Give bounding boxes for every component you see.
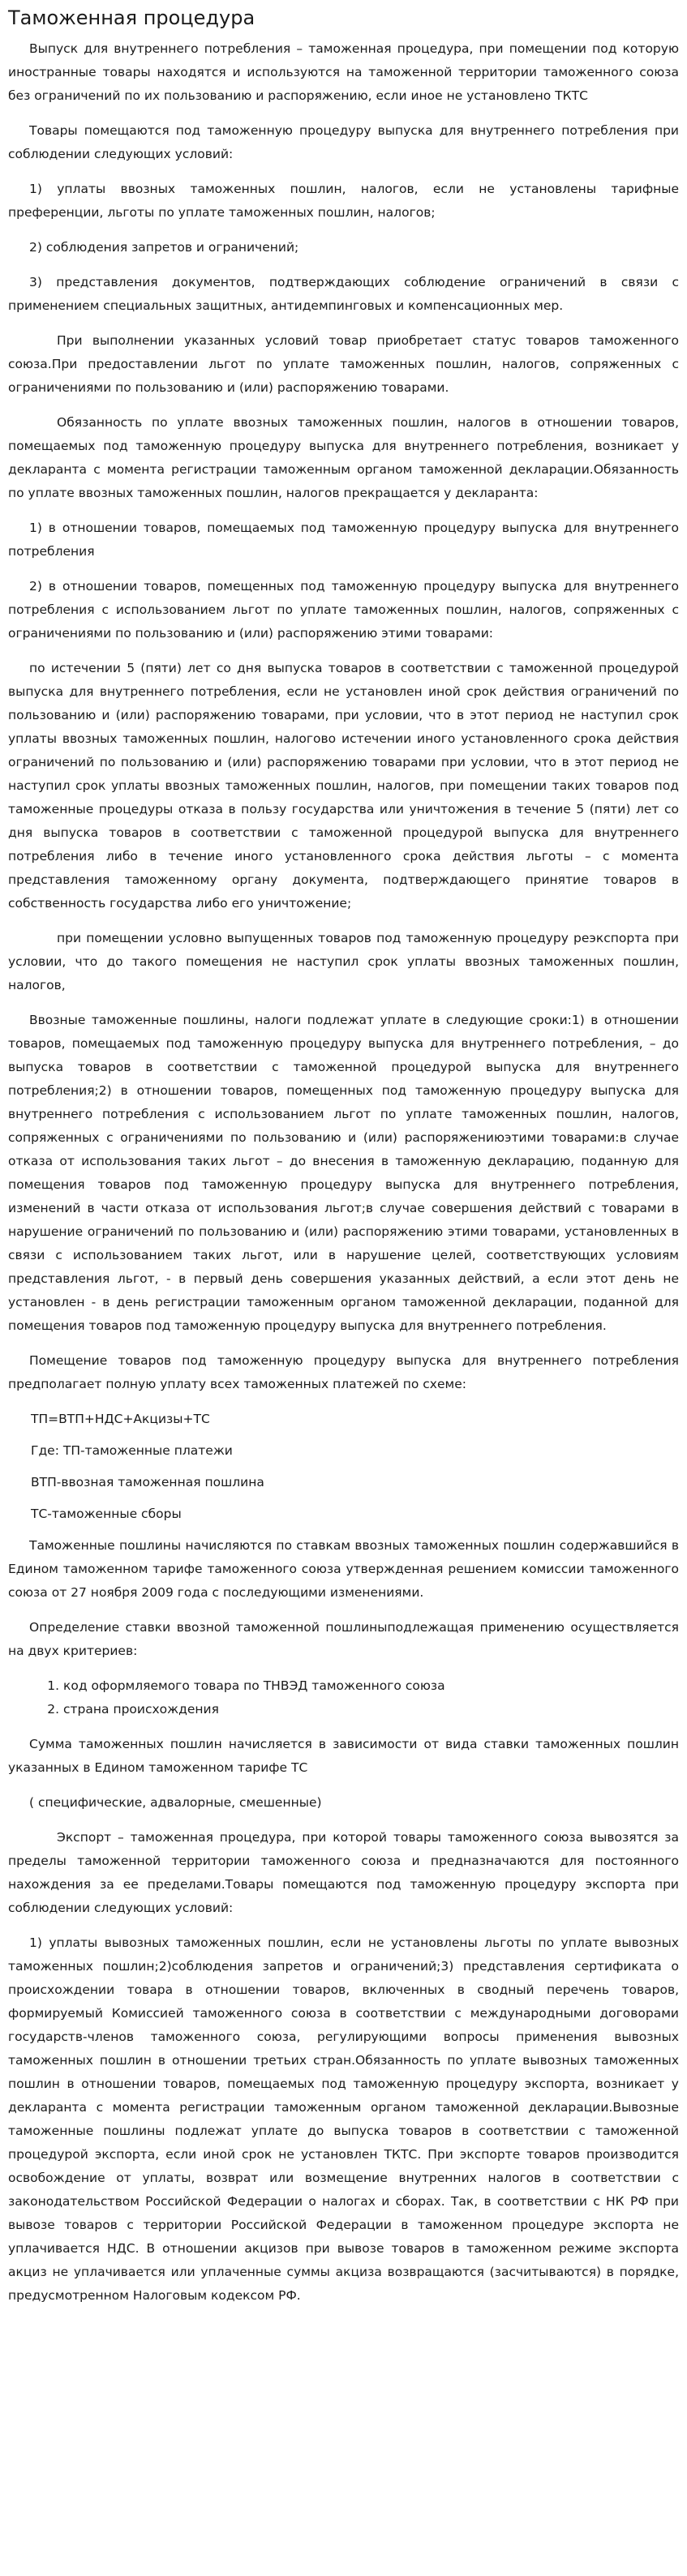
paragraph-obligation: Обязанность по уплате ввозных таможенных пошлин, налогов в отношении товаров, помещаемых под таможенную процедуру выпуска для внутреннего потребления, возникает у декларанта с момента регистрации таможенным органом таможенной декларации.Обязанность по уплате ввозных таможенных пошлин, налогов прекращается у декларанта:	[8, 415, 679, 500]
paragraph-criteria-lead: Определение ставки ввозной таможенной пошлиныподлежащая применению осуществляется на двух критериев:	[8, 1620, 679, 1658]
paragraph-rate-types: ( специфические, адвалорные, смешенные)	[29, 1795, 322, 1810]
list-item: 2. страна происхождения	[63, 1698, 679, 1721]
paragraph-status: При выполнении указанных условий товар приобретает статус товаров таможенного союза.При предоставлении льгот по уплате таможенных пошлин, налогов, сопряженных с ограничениями по пользованию и (или) распоряжению товарами.	[8, 333, 679, 395]
paragraph-condition-2: 2) соблюдения запретов и ограничений;	[29, 240, 299, 255]
formula-legend-tp: Где: ТП-таможенные платежи	[31, 1443, 233, 1458]
formula-legend-ts: ТС-таможенные сборы	[31, 1507, 182, 1521]
formula-legend-vtp: ВТП-ввозная таможенная пошлина	[31, 1475, 264, 1489]
paragraph-condition-1: 1) уплаты ввозных таможенных пошлин, налогов, если не установлены тарифные преференции, льготы по уплате таможенных пошлин, налогов;	[8, 182, 679, 220]
paragraph-obligation-case-1: 1) в отношении товаров, помещаемых под таможенную процедуру выпуска для внутреннего потребления	[8, 521, 679, 559]
paragraph-intro-definition: Выпуск для внутреннего потребления – таможенная процедура, при помещении под которую иностранные товары находятся и используются на таможенной территории таможенного союза без ограничений по их пользованию и распоряжению, если иное не установлено ТКТС	[8, 41, 679, 103]
paragraph-reexport: при помещении условно выпущенных товаров под таможенную процедуру реэкспорта при условии, что до такого помещения не наступил срок уплаты ввозных таможенных пошлин, налогов,	[8, 931, 679, 992]
paragraph-full-payment: Помещение товаров под таможенную процедуру выпуска для внутреннего потребления предполагает полную уплату всех таможенных платежей по схеме:	[8, 1353, 679, 1391]
paragraph-obligation-case-2: 2) в отношении товаров, помещенных под таможенную процедуру выпуска для внутреннего потребления с использованием льгот по уплате таможенных пошлин, налогов, сопряженных с ограничениями по пользованию и (или) распоряжению этими товарами:	[8, 579, 679, 641]
paragraph-condition-3: 3) представления документов, подтверждающих соблюдение ограничений в связи с применением специальных защитных, антидемпинговых и компенсационных мер.	[8, 275, 679, 313]
paragraph-rates: Таможенные пошлины начисляются по ставкам ввозных таможенных пошлин содержавшийся в Едином таможенном тарифе таможенного союза утвержденная решением комиссии таможенного союза от 27 ноября 2009 года с последующими изменениями.	[8, 1538, 679, 1600]
paragraph-payment-terms: Ввозные таможенные пошлины, налоги подлежат уплате в следующие сроки:1) в отношении товаров, помещаемых под таможенную процедуру выпуска для внутреннего потребления, – до выпуска товаров в соответствии с таможенной процедурой выпуска для внутреннего потребления;2) в отношении товаров, помещенных под таможенную процедуру выпуска для внутреннего потребления с использованием льгот по уплате таможенных пошлин, налогов, сопряженных с ограничениями по пользованию и (или) распоряжениюэтими товарами:в случае отказа от использования таких льгот – до внесения в таможенную декларацию, поданную для помещения товаров под таможенную процедуру выпуска для внутреннего потребления, изменений в части отказа от использования льгот;в случае совершения действий с товарами в нарушение ограничений по пользованию и (или) распоряжению этими товарами, установленных в связи с использованием таких льгот, или в нарушение целей, соответствующих условиям представления льгот, - в первый день совершения указанных действий, а если этот день не установлен - в день регистрации таможенным органом таможенной декларации, поданной для помещения товаров под таможенную процедуру выпуска для внутреннего потребления.	[8, 1013, 679, 1333]
page-title: Таможенная процедура	[8, 6, 255, 29]
paragraph-five-years: по истечении 5 (пяти) лет со дня выпуска товаров в соответствии с таможенной процедурой выпуска для внутреннего потребления, если не установлен иной срок действия ограничений по пользованию и (или) распоряжению товарами, при условии, что в этот период не наступил срок уплаты ввозных таможенных пошлин, налогово истечении иного установленного срока действия ограничений по пользованию и (или) распоряжению товарами при условии, что в этот период не наступил срок уплаты ввозных таможенных пошлин, налогов, при помещении таких товаров под таможенные процедуры отказа в пользу государства или уничтожения в течение 5 (пяти) лет со дня выпуска товаров в соответствии с таможенной процедурой выпуска для внутреннего потребления либо в течение иного установленного срока действия льготы – с момента представления таможенному органу документа, подтверждающего принятие товаров в собственность государства либо его уничтожение;	[8, 661, 679, 911]
paragraph-duty-calc: Сумма таможенных пошлин начисляется в зависимости от вида ставки таможенных пошлин указанных в Едином таможенном тарифе ТС	[8, 1737, 679, 1775]
formula-line: ТП=ВТП+НДС+Акцизы+ТС	[31, 1412, 210, 1426]
list-item: 1. код оформляемого товара по ТНВЭД таможенного союза	[63, 1674, 679, 1698]
paragraph-export-definition: Экспорт – таможенная процедура, при которой товары таможенного союза вывозятся за пределы таможенной территории таможенного союза и предназначаются для постоянного нахождения за ее пределами.Товары помещаются под таможенную процедуру экспорта при соблюдении следующих условий:	[8, 1830, 679, 1915]
paragraph-conditions-lead: Товары помещаются под таможенную процедуру выпуска для внутреннего потребления при соблюдении следующих условий:	[8, 123, 679, 161]
criteria-list	[8, 1674, 679, 1721]
paragraph-export-conditions: 1) уплаты вывозных таможенных пошлин, если не установлены льготы по уплате вывозных таможенных пошлин;2)соблюдения запретов и ограничений;3) представления сертификата о происхождении товара в отношении товаров, включенных в сводный перечень товаров, формируемый Комиссией таможенного союза в соответствии с международными договорами государств-членов таможенного союза, регулирующими вопросы применения вывозных таможенных пошлин в отношении третьих стран.Обязанность по уплате вывозных таможенных пошлин в отношении товаров, помещаемых под таможенную процедуру экспорта, возникает у декларанта с момента регистрации таможенным органом таможенной декларации.Вывозные таможенные пошлины подлежат уплате до выпуска товаров в соответствии с таможенной процедурой экспорта, если иной срок не установлен ТКТС. При экспорте товаров производится освобождение от уплаты, возврат или возмещение внутренних налогов в соответствии с законодательством Российской Федерации о налогах и сборах. Так, в соответствии с НК РФ при вывозе товаров с территории Российской Федерации в таможенном процедуре экспорта не уплачивается НДС. В отношении акцизов при вывозе товаров в таможенном режиме экспорта акциз не уплачивается или уплаченные суммы акциза возвращаются (засчитываются) в порядке, предусмотренном Налоговым кодексом РФ.	[8, 1935, 679, 2303]
